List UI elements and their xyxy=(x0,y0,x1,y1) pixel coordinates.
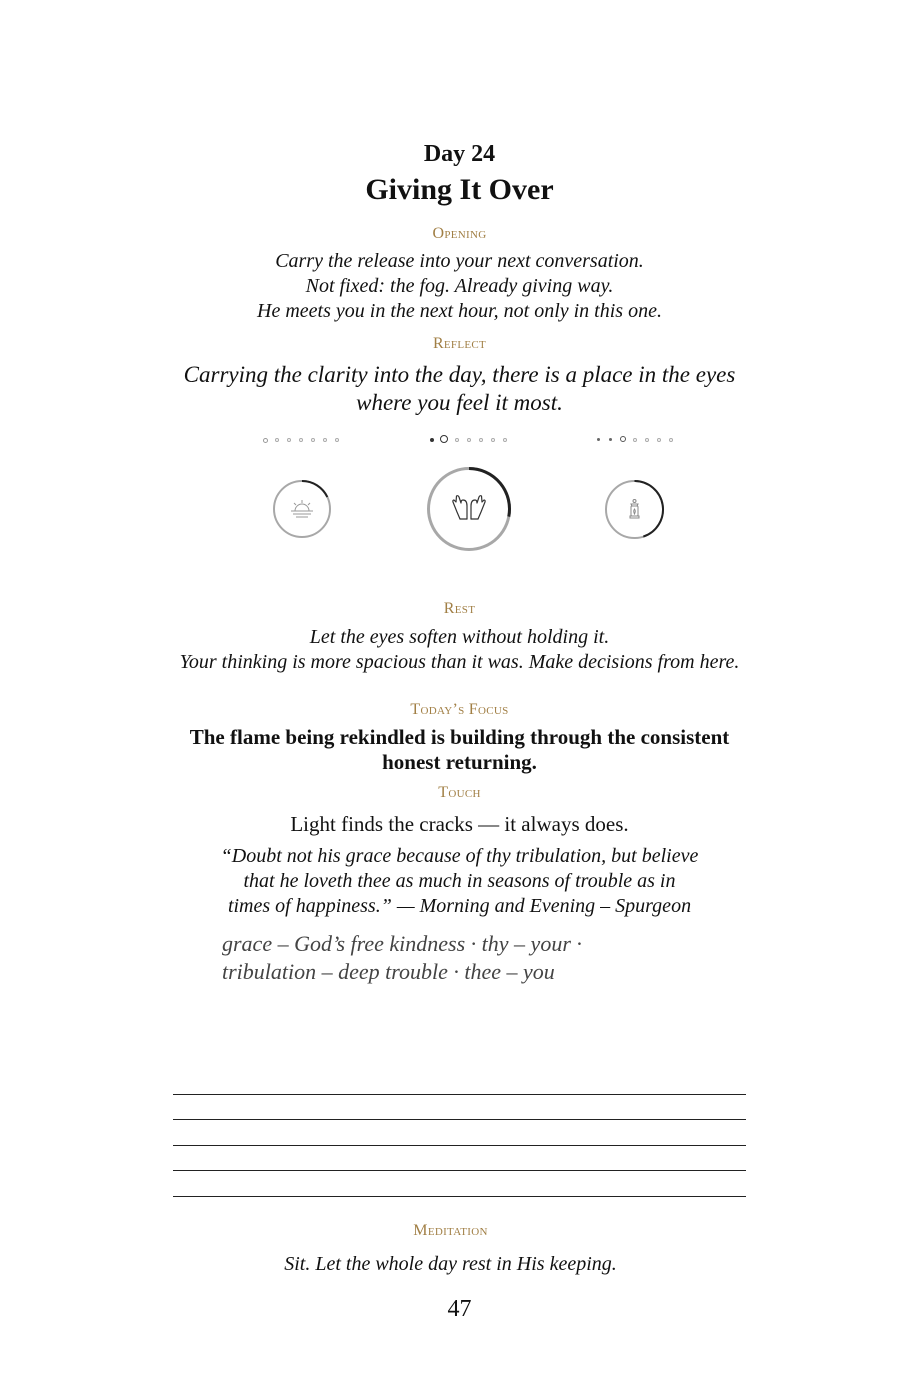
progress-dot xyxy=(311,438,315,442)
opening-label: Opening xyxy=(432,225,487,242)
praying-hands-icon xyxy=(427,467,511,551)
progress-dots-1 xyxy=(263,432,343,444)
reflect-label: Reflect xyxy=(432,335,487,352)
focus-text xyxy=(0,725,919,775)
writing-line xyxy=(173,1196,746,1197)
focus-line: The flame being rekindled is building through the consistent xyxy=(189,725,730,749)
rest-line: Your thinking is more spacious than it was. Make decisions from here. xyxy=(179,651,740,673)
reflect-line: where you feel it most. xyxy=(356,390,563,415)
rest-label: Rest xyxy=(443,600,476,617)
progress-dot-current xyxy=(440,435,448,443)
progress-dot xyxy=(609,438,612,441)
sunrise-icon xyxy=(273,480,331,538)
page-title: Giving It Over xyxy=(365,173,554,206)
progress-dot xyxy=(491,438,495,442)
progress-dot xyxy=(275,438,279,442)
progress-dot xyxy=(323,438,327,442)
rest-line: Let the eyes soften without holding it. xyxy=(309,626,610,648)
progress-dot-current xyxy=(620,436,626,442)
progress-dot xyxy=(657,438,661,442)
progress-dot xyxy=(467,438,471,442)
progress-ring-2 xyxy=(427,467,511,551)
opening-line: He meets you in the next hour, not only in this one. xyxy=(257,300,662,322)
progress-dots-3 xyxy=(597,432,677,444)
progress-dots-2 xyxy=(430,432,510,444)
progress-dot xyxy=(597,438,600,441)
opening-line: Not fixed: the fog. Already giving way. xyxy=(305,275,614,297)
progress-dot xyxy=(263,438,268,443)
glossary-line: grace – God’s free kindness · thy – your · xyxy=(222,931,582,956)
reflect-text xyxy=(0,361,919,417)
progress-dot xyxy=(299,438,303,442)
scripture-quote xyxy=(0,844,919,919)
progress-dot xyxy=(479,438,483,442)
quote-line: that he loveth thee as much in seasons of trouble as in xyxy=(243,870,676,892)
lantern-icon xyxy=(605,480,664,539)
glossary-line: tribulation – deep trouble · thee – you xyxy=(222,959,555,984)
focus-line: honest returning. xyxy=(382,750,537,774)
writing-line xyxy=(173,1094,746,1095)
progress-ring-3 xyxy=(605,480,664,539)
progress-dot xyxy=(503,438,507,442)
progress-dot xyxy=(430,438,434,442)
rest-text xyxy=(0,625,919,675)
writing-line xyxy=(173,1119,746,1120)
reflect-line: Carrying the clarity into the day, there is a place in the eyes xyxy=(183,362,736,387)
quote-line: times of happiness.” — Morning and Evening – Spurgeon xyxy=(227,895,692,917)
progress-dot xyxy=(287,438,291,442)
quote-line: “Doubt not his grace because of thy tribulation, but believe xyxy=(220,845,699,867)
progress-dot xyxy=(645,438,649,442)
meditation-label: Meditation xyxy=(413,1222,488,1239)
page-number: 47 xyxy=(447,1296,472,1322)
meditation-text: Sit. Let the whole day rest in His keeping. xyxy=(284,1253,617,1275)
touch-text: Light finds the cracks — it always does. xyxy=(290,812,629,836)
touch-label: Touch xyxy=(438,784,481,801)
progress-dot xyxy=(633,438,637,442)
progress-dot xyxy=(335,438,339,442)
writing-line xyxy=(173,1145,746,1146)
day-label: Day 24 xyxy=(423,141,496,167)
progress-dot xyxy=(669,438,673,442)
writing-line xyxy=(173,1170,746,1171)
opening-line: Carry the release into your next conversation. xyxy=(275,250,644,272)
progress-ring-1 xyxy=(273,480,331,538)
opening-text xyxy=(0,249,919,324)
glossary xyxy=(222,930,582,986)
focus-label: Today’s Focus xyxy=(410,701,509,718)
progress-dot xyxy=(455,438,459,442)
